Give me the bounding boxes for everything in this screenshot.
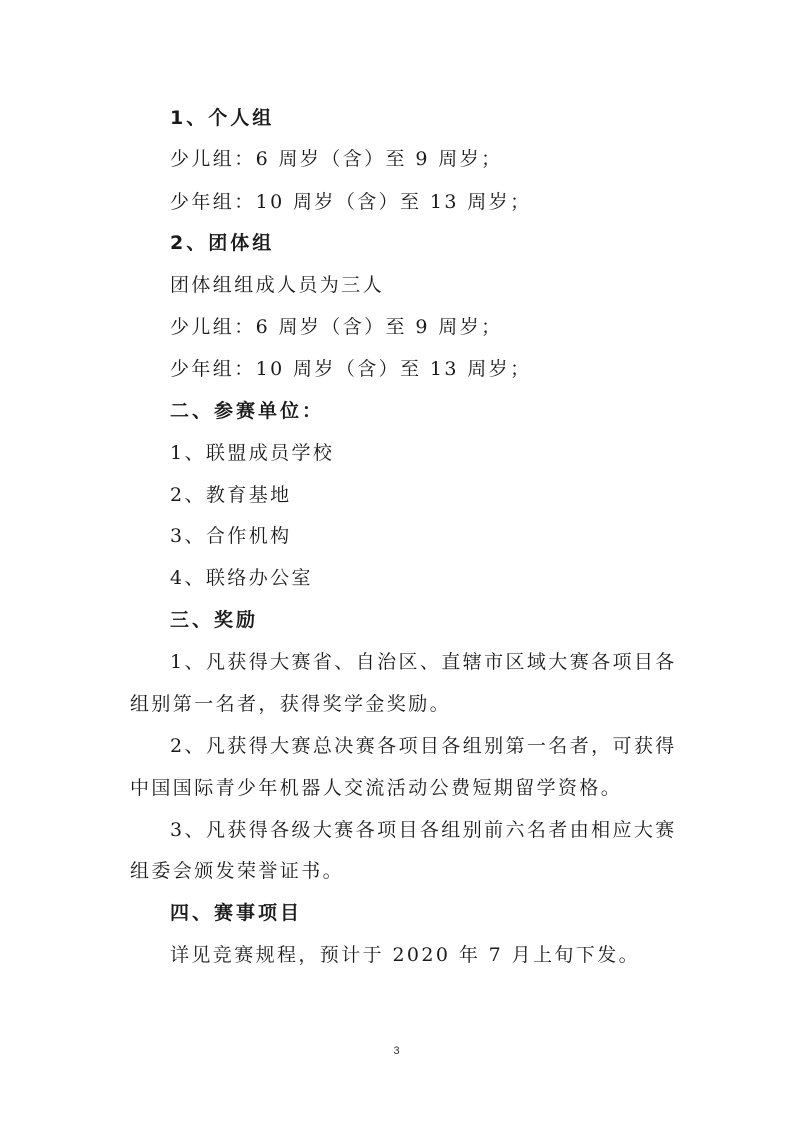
award-paragraph-line: 组别第一名者，获得奖学金奖励。 bbox=[130, 693, 452, 715]
individual-children-group: 少儿组：6 周岁（含）至 9 周岁； bbox=[170, 148, 503, 170]
team-youth-group: 少年组：10 周岁（含）至 13 周岁； bbox=[170, 358, 532, 380]
award-paragraph-line: 3、凡获得各级大赛各项目各组别前六名者由相应大赛 bbox=[170, 819, 677, 841]
participant-item: 1、联盟成员学校 bbox=[170, 442, 335, 464]
participant-item: 4、联络办公室 bbox=[170, 567, 313, 589]
individual-youth-group: 少年组：10 周岁（含）至 13 周岁； bbox=[170, 191, 532, 213]
section-awards-heading: 三、奖励 bbox=[170, 609, 259, 631]
team-children-group: 少儿组：6 周岁（含）至 9 周岁； bbox=[170, 316, 503, 338]
section-events-heading: 四、赛事项目 bbox=[170, 902, 303, 924]
page-number: 3 bbox=[393, 1045, 400, 1057]
award-paragraph-line: 1、凡获得大赛省、自治区、直辖市区域大赛各项目各 bbox=[170, 651, 677, 673]
section-participants-heading: 二、参赛单位： bbox=[170, 400, 325, 422]
team-size-text: 团体组组成人员为三人 bbox=[170, 274, 385, 296]
participant-item: 3、合作机构 bbox=[170, 525, 292, 547]
participant-item: 2、教育基地 bbox=[170, 484, 292, 506]
section-individual-group-heading: 1、个人组 bbox=[170, 107, 275, 129]
section-team-group-heading: 2、团体组 bbox=[170, 232, 275, 254]
events-detail-text: 详见竞赛规程，预计于 2020 年 7 月上旬下发。 bbox=[170, 944, 641, 966]
award-paragraph-line: 2、凡获得大赛总决赛各项目各组别第一名者，可获得 bbox=[170, 735, 677, 757]
award-paragraph-line: 组委会颁发荣誉证书。 bbox=[130, 860, 345, 882]
award-paragraph-line: 中国国际青少年机器人交流活动公费短期留学资格。 bbox=[130, 777, 623, 799]
